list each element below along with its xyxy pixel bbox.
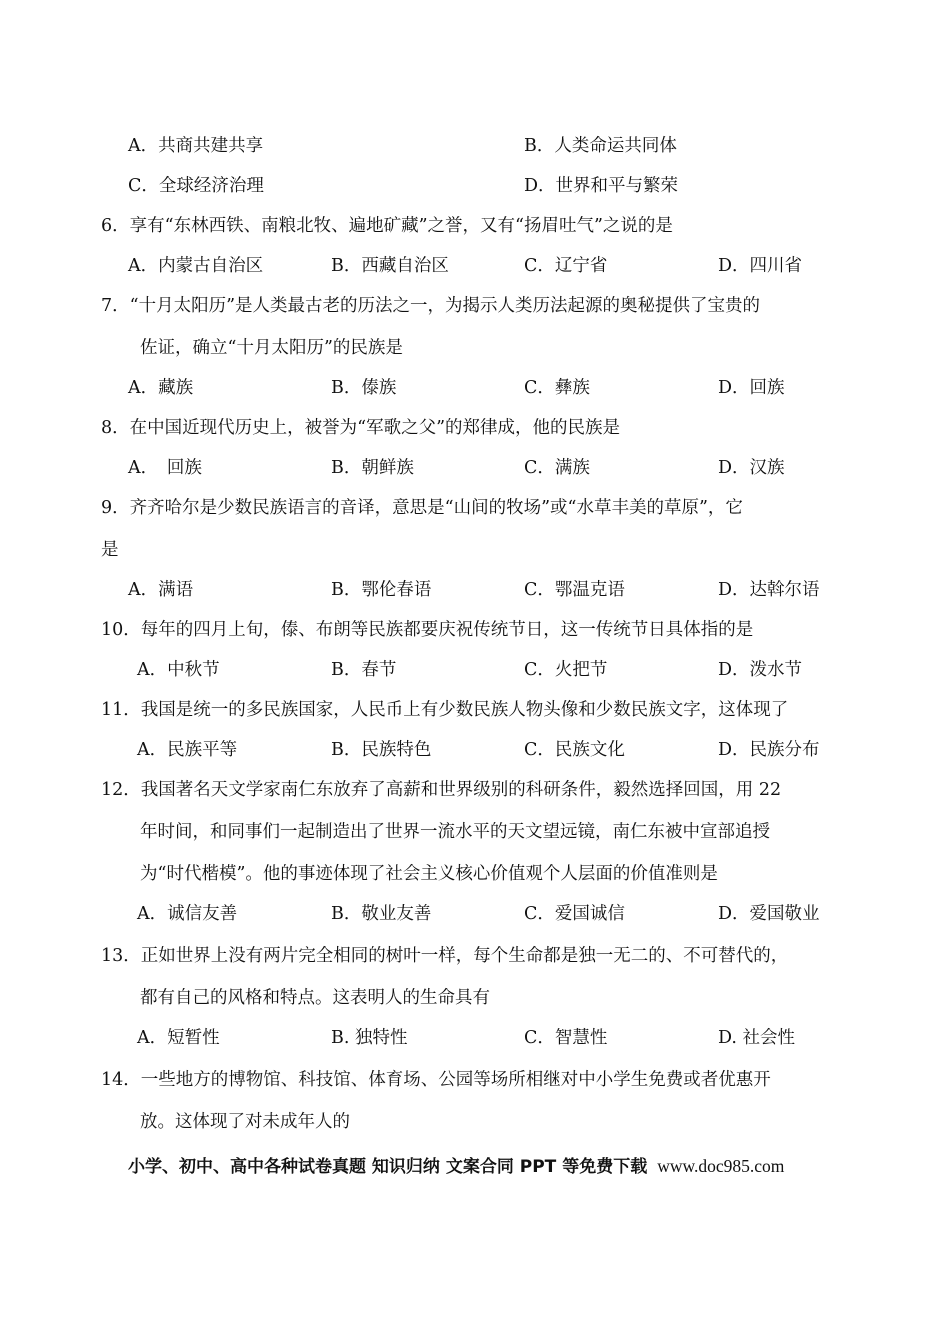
- page-footer: [128, 1152, 784, 1180]
- q8-option-b: B．朝鲜族: [331, 458, 414, 478]
- q12-options: [0, 900, 950, 928]
- q5-option-b: B．人类命运共同体: [524, 136, 677, 156]
- q10-option-a: A．中秋节: [137, 660, 220, 680]
- q12-option-a: A．诚信友善: [137, 904, 238, 924]
- q7-option-d: D．回族: [718, 378, 785, 398]
- q6-option-b: B．西藏自治区: [331, 256, 449, 276]
- q12-stem-line-3: 为“时代楷模”。他的事迹体现了社会主义核心价值观个人层面的价值准则是: [140, 864, 718, 884]
- footer-text: 小学、初中、高中各种试卷真题 知识归纳 文案合同 PPT 等免费下载: [128, 1157, 648, 1177]
- q5-option-d: D．世界和平与繁荣: [524, 176, 679, 196]
- q10-option-c: C．火把节: [524, 660, 608, 680]
- q12-option-b: B．敬业友善: [331, 904, 432, 924]
- q8-option-d: D．汉族: [718, 458, 785, 478]
- q13-option-a: A．短暂性: [137, 1028, 220, 1048]
- q8-stem: 8．在中国近现代历史上，被誉为“军歌之父”的郑律成，他的民族是: [101, 418, 621, 438]
- q14-stem-line-2: 放。这体现了对未成年人的: [140, 1112, 350, 1132]
- q10-stem: 10．每年的四月上旬，傣、布朗等民族都要庆祝传统节日，这一传统节日具体指的是: [101, 620, 754, 640]
- q12-option-c: C．爱国诚信: [524, 904, 625, 924]
- q9-stem-line-2: 是: [101, 540, 119, 560]
- q9-stem-line-1: 9．齐齐哈尔是少数民族语言的音译，意思是“山间的牧场”或“水草丰美的草原”，它: [101, 498, 743, 518]
- q8-option-c: C．满族: [524, 458, 590, 478]
- q9-option-a: A．满语: [128, 580, 194, 600]
- q6-options: [0, 252, 950, 280]
- q7-stem-line-1: 7．“十月太阳历”是人类最古老的历法之一，为揭示人类历法起源的奥秘提供了宝贵的: [101, 296, 761, 316]
- q11-option-c: C．民族文化: [524, 740, 625, 760]
- q7-option-a: A．藏族: [128, 378, 194, 398]
- q6-option-c: C．辽宁省: [524, 256, 608, 276]
- q6-option-a: A．内蒙古自治区: [128, 256, 264, 276]
- q13-stem-line-1: 13．正如世界上没有两片完全相同的树叶一样，每个生命都是独一无二的、不可替代的，: [101, 946, 789, 966]
- q11-options: [0, 736, 950, 764]
- q8-options: [0, 454, 950, 482]
- q7-stem-line-2: 佐证，确立“十月太阳历”的民族是: [140, 338, 403, 358]
- q12-option-d: D．爱国敬业: [718, 904, 820, 924]
- q9-option-c: C．鄂温克语: [524, 580, 625, 600]
- q6-option-d: D．四川省: [718, 256, 803, 276]
- q7-options: [0, 374, 950, 402]
- q10-options: [0, 656, 950, 684]
- q5-options-row-1: [0, 132, 950, 160]
- q12-stem-line-2: 年时间，和同事们一起制造出了世界一流水平的天文望远镜，南仁东被中宣部追授: [140, 822, 770, 842]
- q13-option-d: D. 社会性: [718, 1028, 796, 1048]
- q6-stem: 6．享有“东林西铁、南粮北牧、遍地矿藏”之誉，又有“扬眉吐气”之说的是: [101, 216, 673, 236]
- q11-option-b: B．民族特色: [331, 740, 432, 760]
- q11-stem: 11．我国是统一的多民族国家，人民币上有少数民族人物头像和少数民族文字，这体现了: [101, 700, 789, 720]
- q8-option-a: A． 回族: [128, 458, 202, 478]
- q13-option-c: C．智慧性: [524, 1028, 608, 1048]
- q13-stem-line-2: 都有自己的风格和特点。这表明人的生命具有: [140, 988, 490, 1008]
- q5-option-c: C．全球经济治理: [128, 176, 264, 196]
- q13-options: [0, 1024, 950, 1052]
- q7-option-b: B．傣族: [331, 378, 397, 398]
- q9-option-d: D．达斡尔语: [718, 580, 820, 600]
- q5-options-row-2: [0, 172, 950, 200]
- q9-options: [0, 576, 950, 604]
- q10-option-b: B．春节: [331, 660, 397, 680]
- q7-option-c: C．彝族: [524, 378, 590, 398]
- footer-url-link[interactable]: www.doc985.com: [657, 1156, 785, 1176]
- q11-option-d: D．民族分布: [718, 740, 820, 760]
- q13-option-b: B. 独特性: [331, 1028, 408, 1048]
- q10-option-d: D．泼水节: [718, 660, 803, 680]
- q12-stem-line-1: 12．我国著名天文学家南仁东放弃了高薪和世界级别的科研条件，毅然选择回国，用 22: [101, 780, 782, 800]
- q11-option-a: A．民族平等: [137, 740, 238, 760]
- q14-stem-line-1: 14．一些地方的博物馆、科技馆、体育场、公园等场所相继对中小学生免费或者优惠开: [101, 1070, 771, 1090]
- q9-option-b: B．鄂伦春语: [331, 580, 432, 600]
- q5-option-a: A．共商共建共享: [128, 136, 264, 156]
